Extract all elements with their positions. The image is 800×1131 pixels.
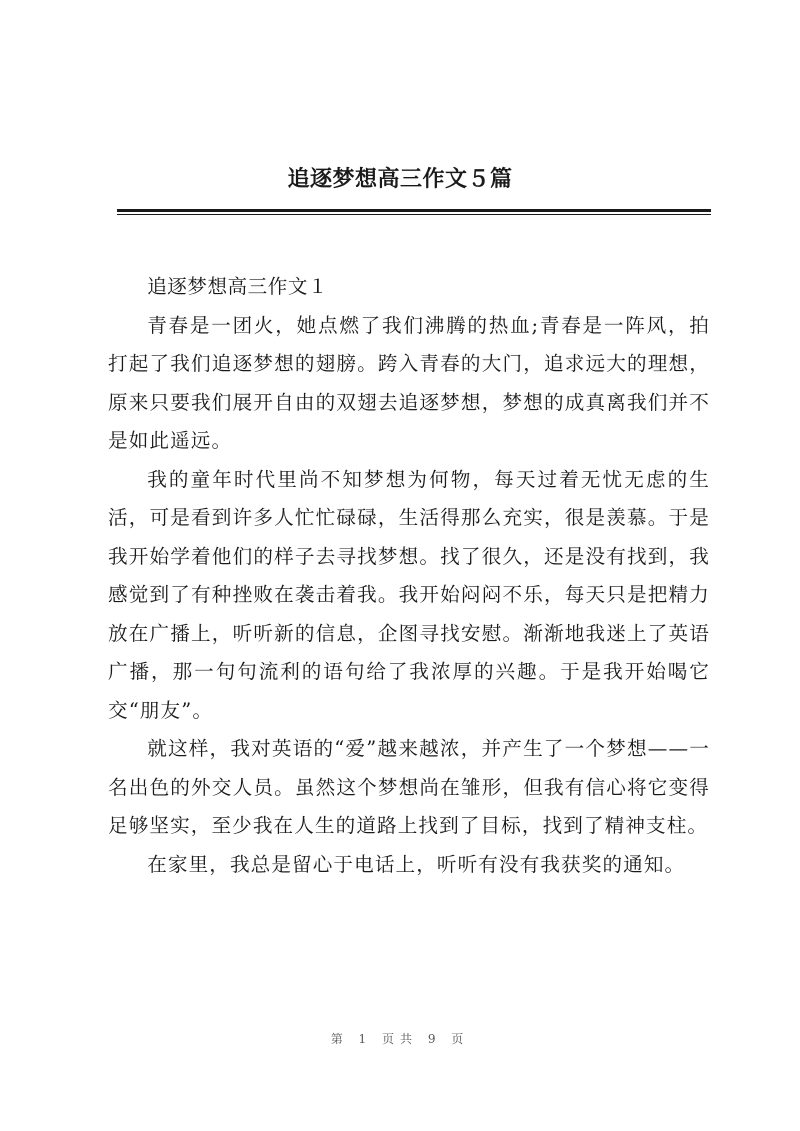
section-heading: 追逐梦想高三作文１ [147,275,329,298]
title-divider-thick [117,209,711,212]
paragraph: 青春是一团火，她点燃了我们沸腾的热血;青春是一阵风，拍打起了我们追逐梦想的翅膀。跨入青春的大门，追求远大的理想，原来只要我们展开自由的双翅去追逐梦想，梦想的成真离我们并不是如此遥远。 [108,313,710,452]
title-divider-thin [117,214,711,215]
document-title: 追逐梦想高三作文５篇 [287,166,513,192]
paragraph: 在家里，我总是留心于电话上，听听有没有我获奖的通知。 [147,852,686,876]
document-body [108,268,710,884]
page-number-footer: 第 1 页共 9 页 [330,1032,470,1046]
paragraph: 我的童年时代里尚不知梦想为何物，每天过着无忧无虑的生活，可是看到许多人忙忙碌碌，生活得那么充实，很是羡慕。于是我开始学着他们的样子去寻找梦想。找了很久，还是没有找到，我感觉到了有种挫败在袭击着我。我开始闷闷不乐，每天只是把精力放在广播上，听听新的信息，企图寻找安慰。渐渐地我迷上了英语广播，那一句句流利的语句给了我浓厚的兴趣。于是我开始喝它交“朋友”。 [108,467,710,722]
paragraph: 就这样，我对英语的“爱”越来越浓，并产生了一个梦想——一名出色的外交人员。虽然这个梦想尚在雏形，但我有信心将它变得足够坚实，至少我在人生的道路上找到了目标，找到了精神支柱。 [108,737,710,837]
